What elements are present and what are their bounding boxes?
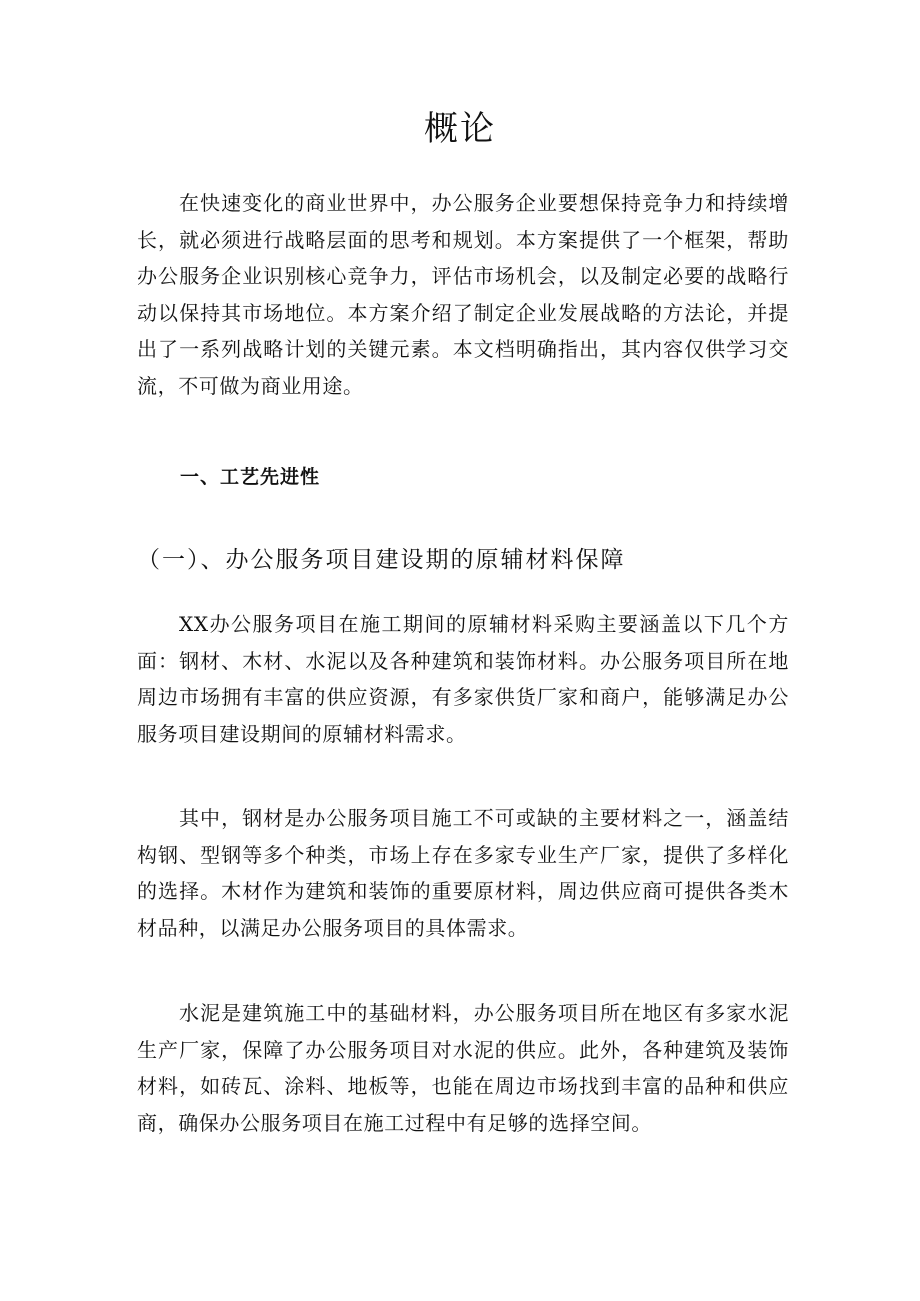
body-paragraph: 水泥是建筑施工中的基础材料，办公服务项目所在地区有多家水泥生产厂家，保障了办公服务项目对水泥的供应。此外，各种建筑及装饰材料，如砖瓦、涂料、地板等，也能在周边市场找到丰富的品种和供应商，确保办公服务项目在施工过程中有足够的选择空间。: [137, 1001, 789, 1135]
body-paragraph: XX办公服务项目在施工期间的原辅材料采购主要涵盖以下几个方面：钢材、木材、水泥以及各种建筑和装饰材料。办公服务项目所在地周边市场拥有丰富的供应资源，有多家供货厂家和商户，能够满足办公服务项目建设期间的原辅材料需求。: [137, 612, 789, 746]
intro-paragraph: 在快速变化的商业世界中，办公服务企业要想保持竞争力和持续增长，就必须进行战略层面的思考和规划。本方案提供了一个框架，帮助办公服务企业识别核心竞争力，评估市场机会，以及制定必要的战略行动以保持其市场地位。本方案介绍了制定企业发展战略的方法论，并提出了一系列战略计划的关键元素。本文档明确指出，其内容仅供学习交流，不可做为商业用途。: [137, 191, 789, 398]
page-title: 概论: [424, 109, 496, 149]
section-heading: 一、工艺先进性: [180, 466, 321, 488]
body-paragraph: 其中，钢材是办公服务项目施工不可或缺的主要材料之一，涵盖结构钢、型钢等多个种类，市场上存在多家专业生产厂家，提供了多样化的选择。木材作为建筑和装饰的重要原材料，周边供应商可提供各类木材品种，以满足办公服务项目的具体需求。: [137, 806, 789, 940]
subsection-heading: （一）、办公服务项目建设期的原辅材料保障: [137, 547, 626, 573]
